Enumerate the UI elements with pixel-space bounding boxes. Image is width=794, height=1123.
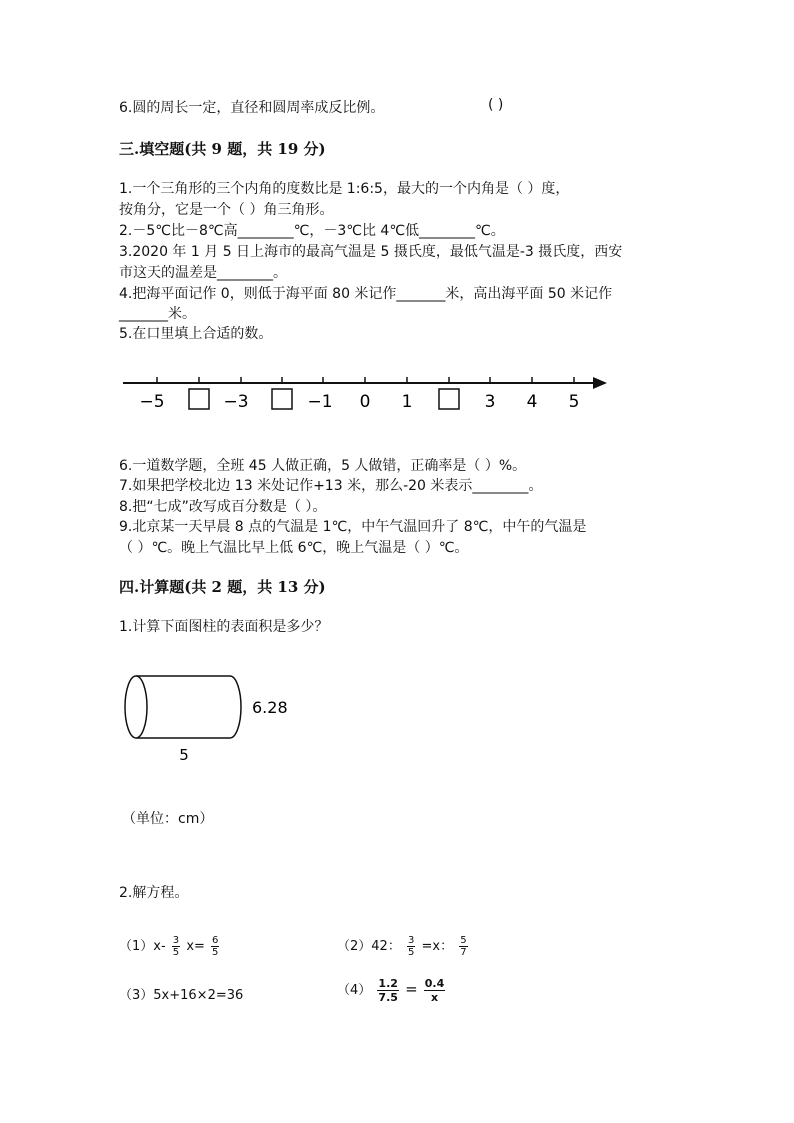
- equation-4-prefix: （4）: [337, 983, 372, 998]
- tick-label-5: 5: [568, 392, 580, 412]
- cylinder-left-face: [125, 676, 147, 738]
- fill-question-9-line1: 9.北京某一天早晨 8 点的气温是 1℃，中午气温回升了 8℃，中午的气温是: [119, 519, 587, 535]
- equation-4-equals: =: [405, 980, 418, 998]
- equation-2-prefix: （2）42：: [337, 939, 401, 954]
- fill-question-9-line2: （ ）℃。晚上气温比早上低 6℃，晚上气温是（ ）℃。: [119, 540, 469, 556]
- blank-box-3: [439, 389, 459, 409]
- fraction-6-5: $\frac{6}{5}$: [212, 935, 219, 958]
- fill-question-3-line1: 3.2020 年 1 月 5 日上海市的最高气温是 5 摄氏度，最低气温是-3 摄氏度，西安: [119, 244, 623, 260]
- fill-question-3-line2: 市这天的温差是________。: [119, 265, 287, 281]
- section-3-title: 三.填空题(共 9 题，共 19 分): [119, 140, 326, 158]
- fill-question-8: 8.把“七成”改写成百分数是（ ）。: [119, 499, 327, 515]
- equation-3: （3）5x+16×2=36: [119, 988, 244, 1003]
- equation-2: [337, 935, 470, 958]
- fill-question-7: 7.如果把学校北边 13 米处记作+13 米，那么-20 米表示________。: [119, 478, 543, 494]
- equation-1-mid: x=: [186, 939, 205, 954]
- fill-question-5: 5.在口里填上合适的数。: [119, 326, 273, 342]
- fraction-3-5-b: $\frac{3}{5}$: [407, 935, 415, 958]
- tick-label-neg3: −3: [223, 392, 249, 412]
- fraction-5-7: $\frac{5}{7}$: [460, 935, 467, 958]
- equation-1: [119, 935, 221, 958]
- fill-question-1-line1: 1.一个三角形的三个内角的度数比是 1:6:5，最大的一个内角是（ ）度，: [119, 181, 570, 197]
- number-line-arrow: [593, 377, 607, 389]
- length-label: 5: [179, 746, 189, 764]
- cylinder-right-face: [230, 676, 241, 738]
- fill-question-4-line1: 4.把海平面记作 0，则低于海平面 80 米记作_______米，高出海平面 50 米记作: [119, 286, 613, 302]
- number-line: [115, 368, 615, 414]
- fraction-1.2-7.5: $\frac{1.2}{7.5}$: [378, 977, 398, 1004]
- blank-box-1: [189, 389, 209, 409]
- equation-4: [337, 977, 447, 1004]
- fill-question-1-line2: 按角分，它是一个（ ）角三角形。: [119, 202, 334, 218]
- unit-note: （单位：cm）: [122, 811, 214, 827]
- tick-label-4: 4: [526, 392, 538, 412]
- calc-question-2: 2.解方程。: [119, 885, 189, 901]
- judge-question-6: 6.圆的周长一定，直径和圆周率成反比例。: [119, 100, 385, 116]
- blank-box-2: [272, 389, 292, 409]
- fill-question-2: 2.－5℃比－8℃高________℃，－3℃比 4℃低________℃。: [119, 223, 505, 239]
- equation-1-prefix: （1）x-: [119, 939, 166, 954]
- section-4-title: 四.计算题(共 2 题，共 13 分): [119, 578, 326, 596]
- tick-label-neg5: −5: [139, 392, 165, 412]
- calc-question-1: 1.计算下面图柱的表面积是多少？: [119, 619, 329, 635]
- cylinder-figure: [118, 668, 308, 768]
- tick-label-3: 3: [484, 392, 496, 412]
- answer-paren: ( ): [488, 97, 504, 113]
- fill-question-6: 6.一道数学题，全班 45 人做正确，5 人做错，正确率是（ ）%。: [119, 458, 527, 474]
- fraction-3-5: $\frac{3}{5}$: [172, 935, 180, 958]
- tick-label-1: 1: [401, 392, 413, 412]
- equation-2-mid: =x：: [421, 939, 454, 954]
- circumference-label: 6.28: [252, 698, 288, 717]
- fill-question-4-line2: _______米。: [119, 306, 196, 322]
- tick-label-0: 0: [359, 392, 371, 412]
- fraction-0.4-x: $\frac{0.4}{x}$: [424, 977, 445, 1004]
- tick-label-neg1: −1: [307, 392, 333, 412]
